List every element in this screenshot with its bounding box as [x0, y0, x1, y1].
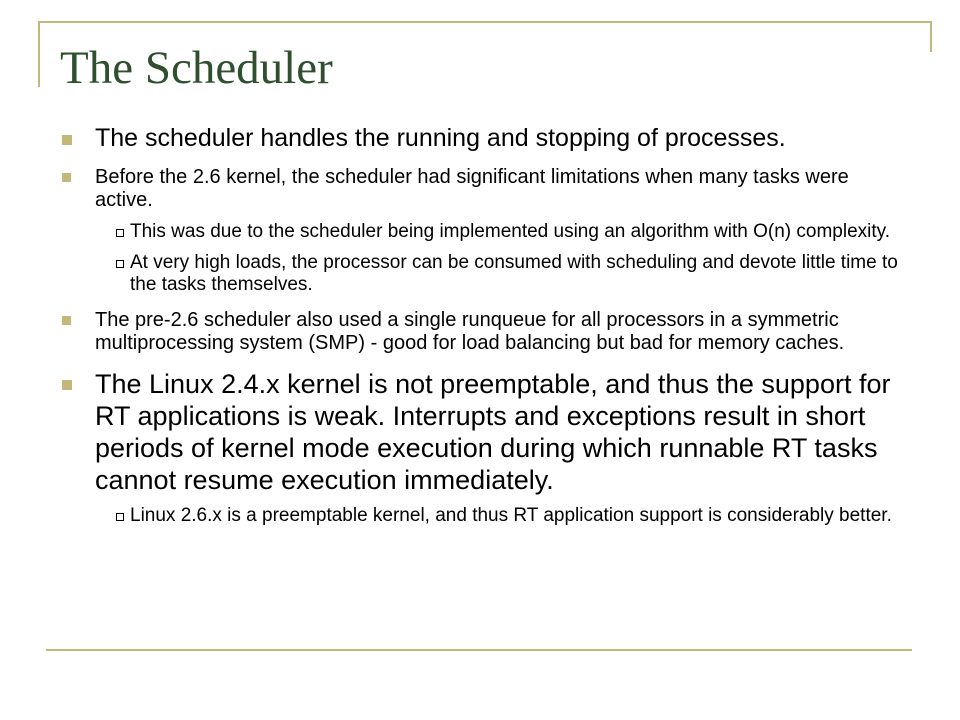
hollow-square-bullet-icon — [116, 260, 124, 268]
bullet-text: The pre-2.6 scheduler also used a single runqueue for all processors in a symmetric multiprocessing system (SMP) - good for load balancing but bad for memory caches. — [95, 309, 845, 354]
bullet-text: Before the 2.6 kernel, the scheduler had significant limitations when many tasks were active. — [95, 166, 849, 211]
sub-bullet-item — [60, 221, 905, 243]
square-bullet-icon — [62, 135, 72, 145]
sub-bullet-item — [60, 505, 905, 527]
slide-frame-top-rule — [38, 21, 932, 23]
slide-title: The Scheduler — [60, 42, 333, 94]
bullet-text: The scheduler handles the running and stopping of processes. — [95, 124, 786, 152]
slide-body — [60, 124, 905, 527]
slide-frame-bottom-rule — [46, 649, 912, 651]
sub-bullet-text: Linux 2.6.x is a preemptable kernel, and thus RT application support is considerably better. — [130, 505, 892, 526]
square-bullet-icon — [62, 316, 71, 325]
slide-frame-right-rule — [930, 21, 932, 52]
hollow-square-bullet-icon — [116, 229, 124, 237]
sub-bullet-text: This was due to the scheduler being implemented using an algorithm with O(n) complexity. — [130, 221, 891, 242]
bullet-item — [60, 124, 905, 153]
bullet-text: The Linux 2.4.x kernel is not preemptable, and thus the support for RT applications is weak. Interrupts and exceptions result in short periods of kernel mode execution during which runnable RT tasks cannot resume execution immediately. — [95, 369, 891, 495]
square-bullet-icon — [62, 380, 72, 390]
hollow-square-bullet-icon — [116, 513, 124, 521]
bullet-item — [60, 368, 905, 496]
square-bullet-icon — [62, 173, 71, 182]
sub-bullet-text: At very high loads, the processor can be consumed with scheduling and devote little time to the tasks themselves. — [130, 252, 898, 295]
bullet-item — [60, 309, 905, 355]
slide-frame-left-rule — [38, 21, 40, 87]
sub-bullet-item — [60, 252, 905, 296]
bullet-item — [60, 166, 905, 212]
